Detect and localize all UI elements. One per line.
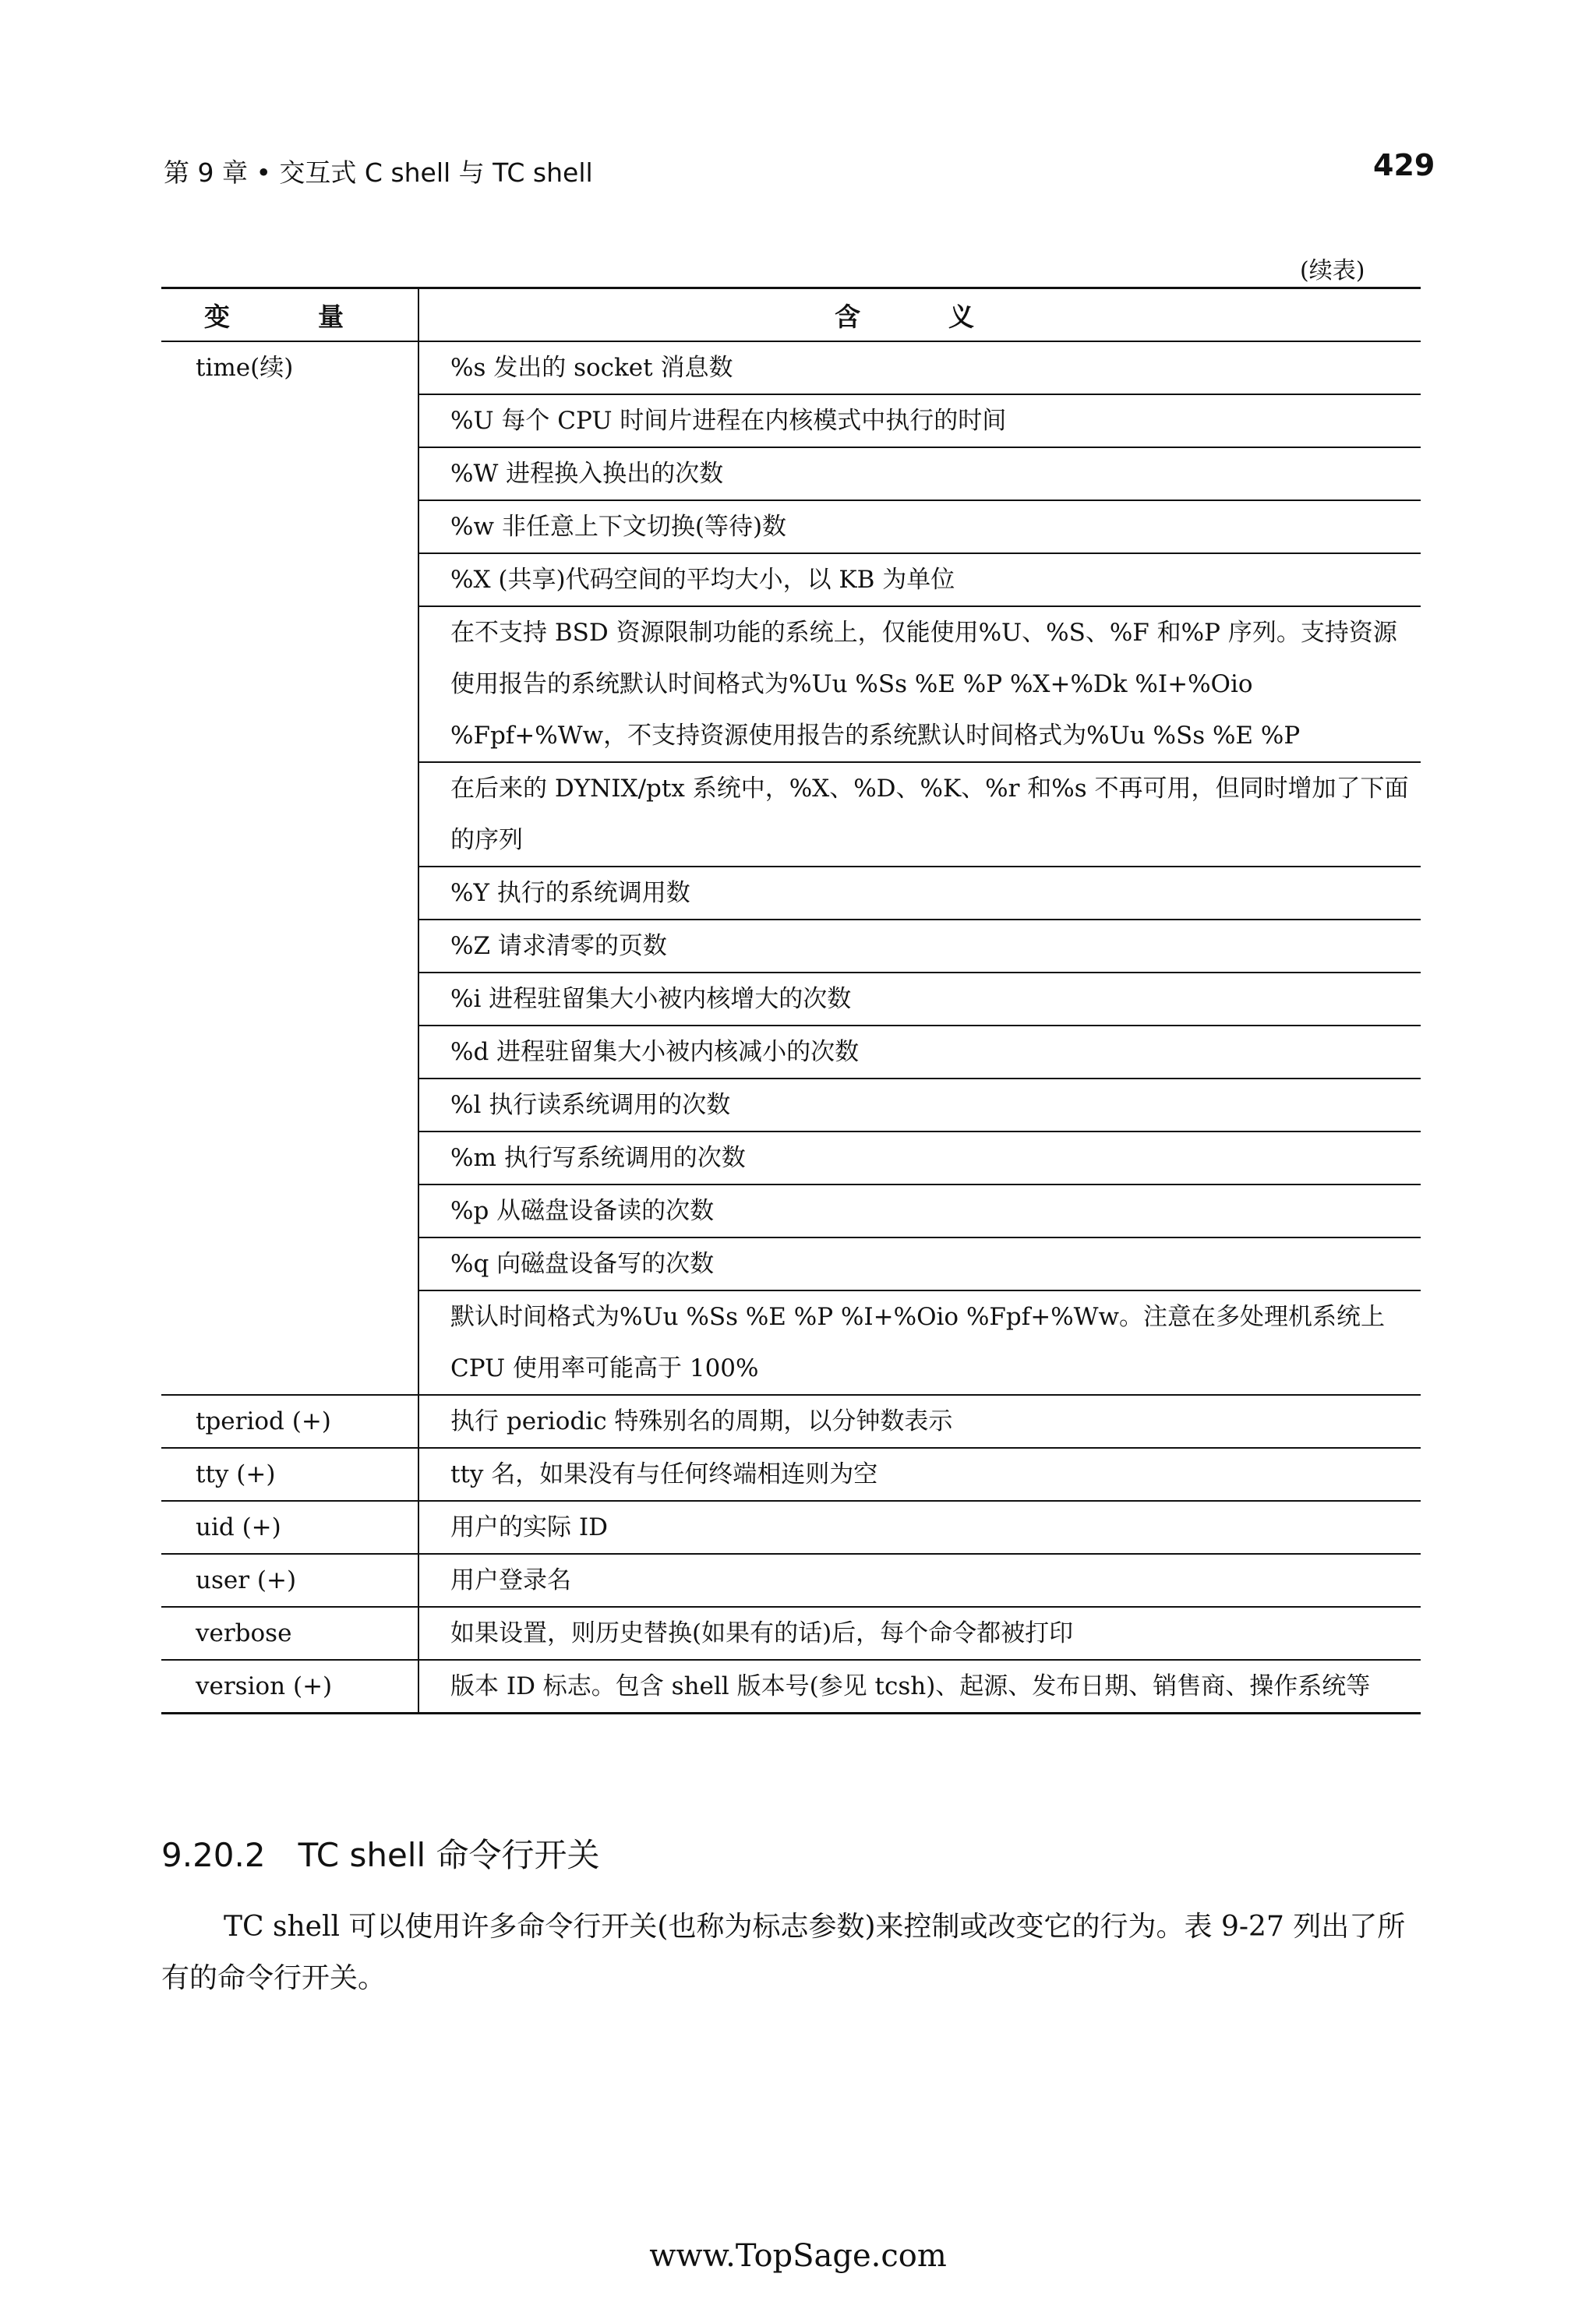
meaning-cell: %U 每个 CPU 时间片进程在内核模式中执行的时间 [418,394,1421,447]
meaning-cell: %p 从磁盘设备读的次数 [418,1184,1421,1237]
column-header-variable: 变 量 [161,288,418,342]
variable-cell: time(续) [161,341,418,1395]
variable-cell: uid (+) [161,1501,418,1554]
meaning-cell: 用户的实际 ID [418,1501,1421,1554]
meaning-cell: 用户登录名 [418,1554,1421,1607]
variable-cell: version (+) [161,1660,418,1714]
table-row [161,1448,1421,1501]
meaning-cell: %m 执行写系统调用的次数 [418,1132,1421,1184]
meaning-cell: %X (共享)代码空间的平均大小，以 KB 为单位 [418,553,1421,606]
meaning-cell: %l 执行读系统调用的次数 [418,1079,1421,1132]
variable-cell: tty (+) [161,1448,418,1501]
meaning-cell: 在后来的 DYNIX/ptx 系统中，%X、%D、%K、%r 和%s 不再可用，但同时增加了下面的序列 [418,762,1421,867]
meaning-cell: %d 进程驻留集大小被内核减小的次数 [418,1026,1421,1079]
meaning-cell: 如果设置，则历史替换(如果有的话)后，每个命令都被打印 [418,1607,1421,1660]
table-row [161,341,1421,394]
meaning-cell: %i 进程驻留集大小被内核增大的次数 [418,973,1421,1026]
meaning-cell: %Z 请求清零的页数 [418,920,1421,973]
meaning-cell: tty 名，如果没有与任何终端相连则为空 [418,1448,1421,1501]
table-row [161,1395,1421,1448]
meaning-cell: %q 向磁盘设备写的次数 [418,1237,1421,1290]
table-header-row [161,288,1421,342]
meaning-cell: %w 非任意上下文切换(等待)数 [418,500,1421,553]
section-title: 9.20.2 TC shell 命令行开关 [161,1836,600,1874]
meaning-cell: 版本 ID 标志。包含 shell 版本号(参见 tcsh)、起源、发布日期、销售商、操作系统等 [418,1660,1421,1714]
table-row [161,1501,1421,1554]
body-paragraph: TC shell 可以使用许多命令行开关(也称为标志参数)来控制或改变它的行为。表 9-27 列出了所有的命令行开关。 [161,1911,1406,1994]
footer-url: www.TopSage.com [649,2238,947,2274]
column-header-meaning: 含 义 [418,288,1421,342]
meaning-cell: %Y 执行的系统调用数 [418,867,1421,920]
table-continued-label: (续表) [1300,257,1365,284]
meaning-cell: 执行 periodic 特殊别名的周期，以分钟数表示 [418,1395,1421,1448]
table-row [161,1554,1421,1607]
meaning-cell: %W 进程换入换出的次数 [418,447,1421,500]
table-row [161,1607,1421,1660]
meaning-cell: 在不支持 BSD 资源限制功能的系统上，仅能使用%U、%S、%F 和%P 序列。支持资源使用报告的系统默认时间格式为%Uu %Ss %E %P %X+%Dk %I+%Oio %Fpf+%Ww，不支持资源使用报告的系统默认时间格式为%Uu %Ss %E %P [418,606,1421,762]
variable-cell: user (+) [161,1554,418,1607]
variables-table [161,287,1421,1714]
meaning-cell: 默认时间格式为%Uu %Ss %E %P %I+%Oio %Fpf+%Ww。注意在多处理机系统上 CPU 使用率可能高于 100% [418,1290,1421,1395]
chapter-header: 第 9 章 • 交互式 C shell 与 TC shell [164,157,593,188]
meaning-cell: %s 发出的 socket 消息数 [418,341,1421,394]
table-row [161,1660,1421,1714]
variable-cell: tperiod (+) [161,1395,418,1448]
page-number: 429 [1373,148,1435,182]
variable-cell: verbose [161,1607,418,1660]
